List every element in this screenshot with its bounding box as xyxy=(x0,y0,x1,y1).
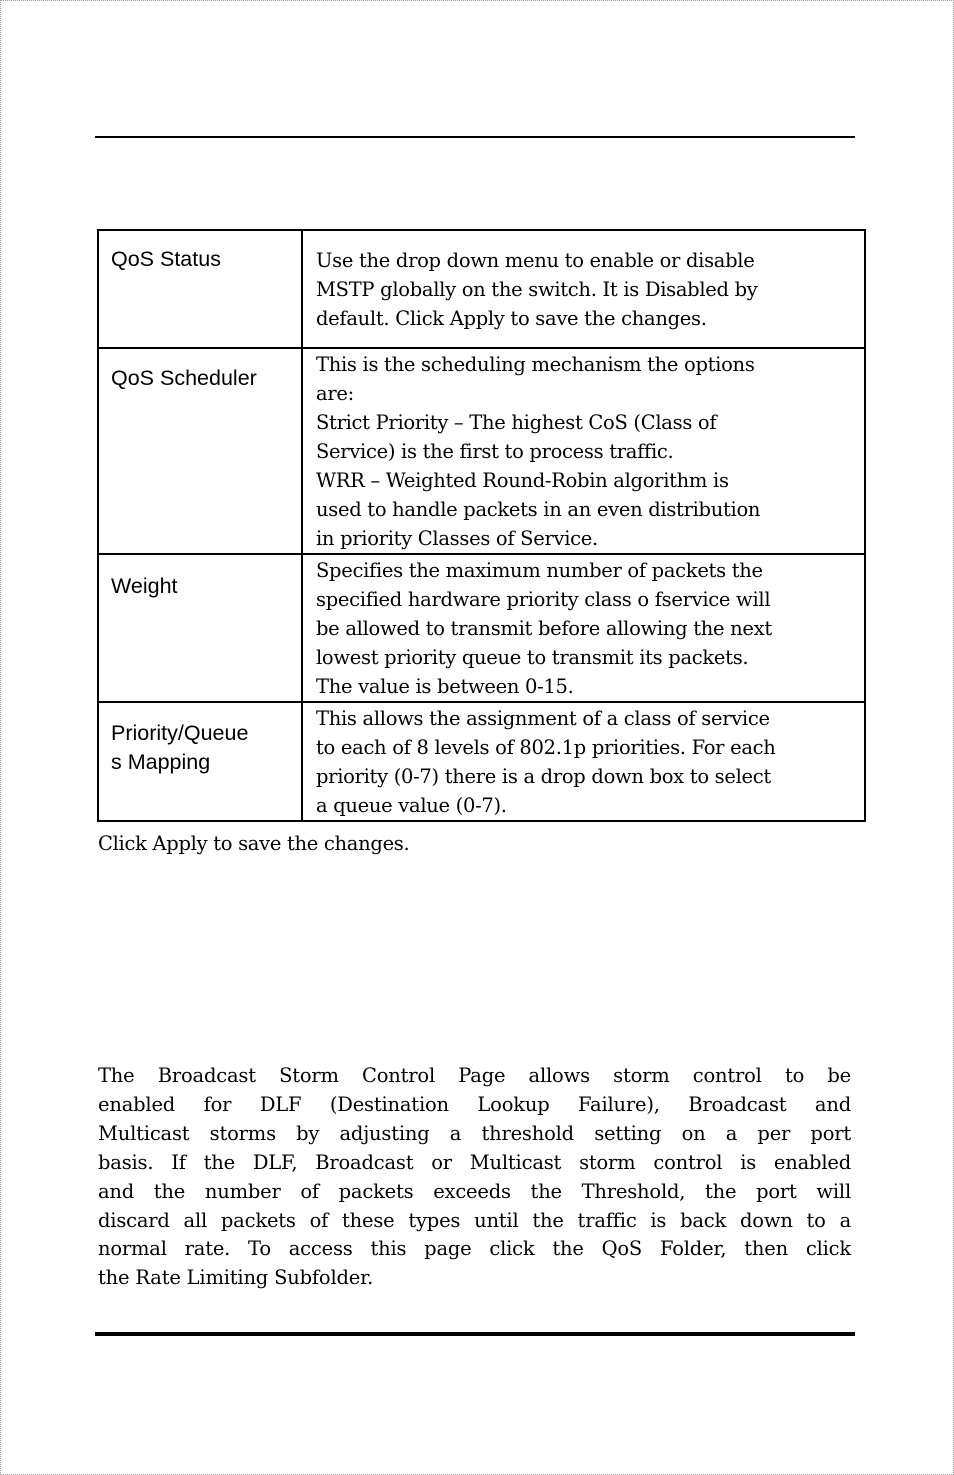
description-cell xyxy=(302,348,865,554)
term-priority-queue-mapping-line: s Mapping xyxy=(111,750,211,774)
broadcast-storm-control-paragraph xyxy=(98,1062,851,1293)
description-line: Use the drop down menu to enable or disable xyxy=(316,249,755,272)
description-line: priority (0-7) there is a drop down box to select xyxy=(316,765,771,788)
term-priority-queue-mapping-line: Priority/Queue xyxy=(111,721,249,745)
apply-note: Click Apply to save the changes. xyxy=(98,832,410,855)
paragraph-line: Multicast storms by adjusting a threshold setting on a per port xyxy=(98,1121,851,1145)
term-qos-scheduler: QoS Scheduler xyxy=(111,366,257,390)
header-rule xyxy=(95,136,855,138)
description-cell xyxy=(302,230,865,348)
description-line: specified hardware priority class o fservice will xyxy=(316,588,771,611)
paragraph-line: The Broadcast Storm Control Page allows storm control to be xyxy=(98,1064,851,1087)
description-line: a queue value (0-7). xyxy=(316,794,507,817)
term-cell xyxy=(98,554,302,702)
description-line: MSTP globally on the switch. It is Disabled by xyxy=(316,278,758,301)
description-line: default. Click Apply to save the changes. xyxy=(316,307,707,330)
parameter-table xyxy=(97,229,866,822)
description-line: be allowed to transmit before allowing the next xyxy=(316,617,772,640)
term-weight: Weight xyxy=(111,574,178,598)
term-cell xyxy=(98,702,302,821)
description-line: Specifies the maximum number of packets the xyxy=(316,559,763,582)
description-cell xyxy=(302,702,865,821)
description-line: Service) is the first to process traffic. xyxy=(316,440,674,463)
description-line: This is the scheduling mechanism the options xyxy=(316,353,755,376)
table-row-weight xyxy=(98,554,865,702)
description-line: lowest priority queue to transmit its packets. xyxy=(316,646,749,669)
footer-rule xyxy=(95,1332,855,1336)
paragraph-line: basis. If the DLF, Broadcast or Multicast storm control is enabled xyxy=(98,1150,851,1174)
description-line: in priority Classes of Service. xyxy=(316,527,598,550)
description-line: The value is between 0-15. xyxy=(316,675,574,698)
description-cell xyxy=(302,554,865,702)
description-line: This allows the assignment of a class of service xyxy=(316,707,770,730)
table-row-qos-status xyxy=(98,230,865,348)
description-line: WRR – Weighted Round-Robin algorithm is xyxy=(316,469,729,492)
description-line: are: xyxy=(316,382,354,405)
paragraph-line: discard all packets of these types until the traffic is back down to a xyxy=(98,1208,851,1232)
description-line: Strict Priority – The highest CoS (Class of xyxy=(316,411,717,434)
table-row-priority-queue-mapping xyxy=(98,702,865,821)
term-cell xyxy=(98,348,302,554)
paragraph-line: and the number of packets exceeds the Threshold, the port will xyxy=(98,1179,851,1203)
paragraph-line: enabled for DLF (Destination Lookup Failure), Broadcast and xyxy=(98,1092,851,1116)
table-row-qos-scheduler xyxy=(98,348,865,554)
paragraph-line: normal rate. To access this page click the QoS Folder, then click xyxy=(98,1237,851,1261)
term-qos-status: QoS Status xyxy=(111,247,221,271)
description-line: used to handle packets in an even distribution xyxy=(316,498,761,521)
description-line: to each of 8 levels of 802.1p priorities. For each xyxy=(316,736,776,759)
paragraph-line: the Rate Limiting Subfolder. xyxy=(98,1266,374,1290)
term-cell xyxy=(98,230,302,348)
